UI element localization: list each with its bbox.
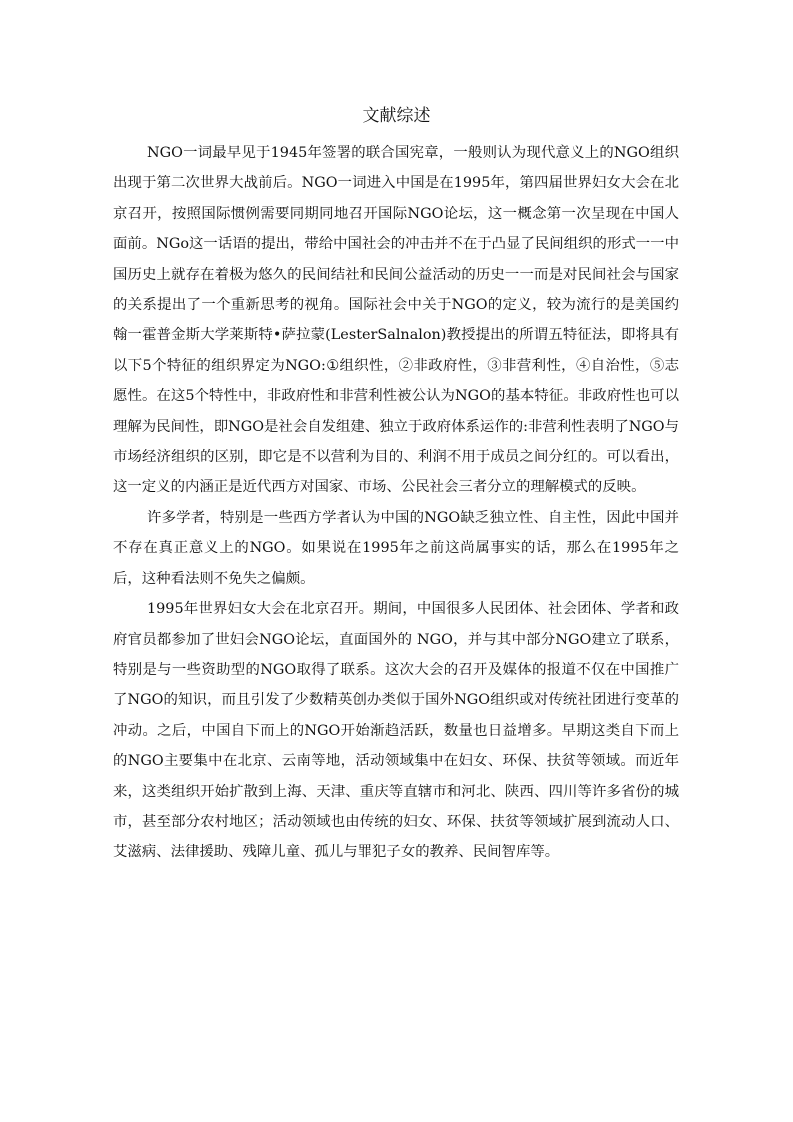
paragraph-scholar-views: 许多学者，特别是一些西方学者认为中国的NGO缺乏独立性、自主性，因此中国并不存在真正意义上的NGO。如果说在1995年之前这尚属事实的话，那么在1995年之后，这种看法则不免失之偏颇。 <box>113 509 679 587</box>
document-body <box>113 138 679 868</box>
document-title: 文献综述 <box>362 106 431 126</box>
paragraph-ngo-definition: NGO一词最早见于1945年签署的联合国宪章，一般则认为现代意义上的NGO组织出现于第二次世界大战前后。NGO一词进入中国是在1995年，第四届世界妇女大会在北京召开，按照国际惯例需要同期同地召开国际NGO论坛，这一概念第一次呈现在中国人面前。NGo这一话语的提出，带给中国社会的冲击并不在于凸显了民间组织的形式一一中国历史上就存在着极为悠久的民间结社和民间公益活动的历史一一而是对民间社会与国家的关系提出了一个重新思考的视角。国际社会中关于NGO的定义，较为流行的是美国约翰一霍普金斯大学莱斯特•萨拉蒙(LesterSalnalon)教授提出的所谓五特征法，即将具有以下5个特征的组织界定为NGO:①组织性，②非政府性，③非营利性，④自治性，⑤志愿性。在这5个特性中，非政府性和非营利性被公认为NGO的基本特征。非政府性也可以理解为民间性，即NGO是社会自发组建、独立于政府体系运作的:非营利性表明了NGO与市场经济组织的区别，即它是不以营利为目的、利润不用于成员之间分红的。可以看出，这一定义的内涵正是近代西方对国家、市场、公民社会三者分立的理解模式的反映。 <box>113 145 679 496</box>
paragraph-ngo-development: 1995年世界妇女大会在北京召开。期间，中国很多人民团体、社会团体、学者和政府官员都参加了世妇会NGO论坛，直面国外的 NGO，并与其中部分NGO建立了联系，特别是与一些资助型的NGO取得了联系。这次大会的召开及媒体的报道不仅在中国推广了NGO的知识，而且引发了少数精英创办类似于国外NGO组织或对传统社团进行变革的冲动。之后，中国自下而上的NGO开始渐趋活跃，数量也日益增多。早期这类自下而上的NGO主要集中在北京、云南等地，活动领域集中在妇女、环保、扶贫等领域。而近年来，这类组织开始扩散到上海、天津、重庆等直辖市和河北、陕西、四川等许多省份的城市，甚至部分农村地区；活动领域也由传统的妇女、环保、扶贫等领域扩展到流动人口、艾滋病、法律援助、残障儿童、孤儿与罪犯子女的教养、民间智库等。 <box>113 601 679 861</box>
